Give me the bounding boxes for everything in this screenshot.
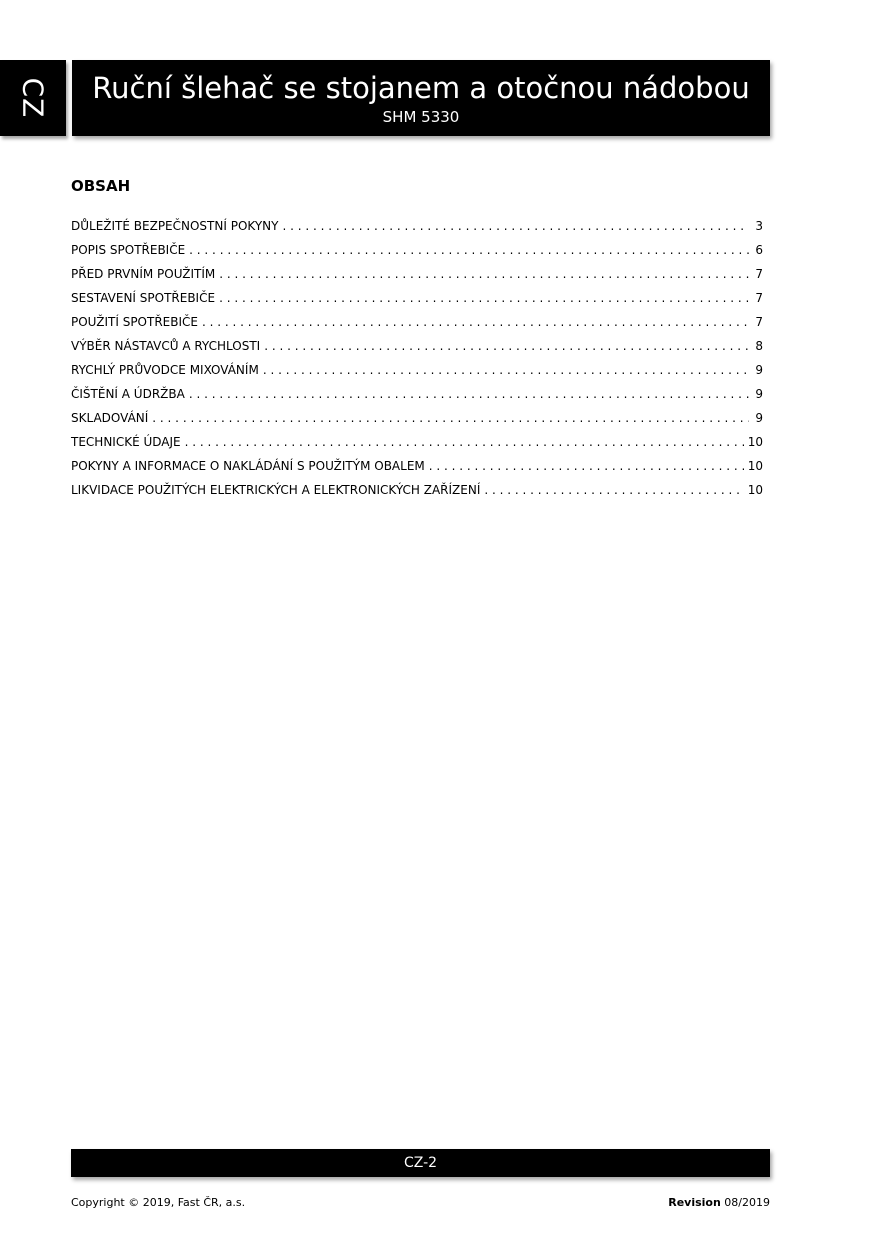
language-code: CZ <box>16 77 50 119</box>
table-of-contents <box>71 217 763 505</box>
page-title: Ruční šlehač se stojanem a otočnou nádobou <box>92 71 750 105</box>
revision-info <box>668 1196 770 1210</box>
toc-entry-page: 9 <box>755 363 763 377</box>
toc-leader-dots <box>264 337 749 355</box>
toc-leader-dots <box>152 409 749 427</box>
toc-entry-page: 3 <box>755 219 763 233</box>
toc-entry[interactable] <box>71 385 763 409</box>
toc-leader-dots <box>219 265 749 283</box>
toc-leader-dots <box>202 313 749 331</box>
toc-entry-page: 10 <box>747 459 763 473</box>
toc-entry-page: 7 <box>755 267 763 281</box>
toc-leader-dots <box>219 289 749 307</box>
toc-entry[interactable] <box>71 241 763 265</box>
toc-entry-page: 10 <box>747 435 763 449</box>
toc-entry[interactable] <box>71 265 763 289</box>
toc-entry-label: SKLADOVÁNÍ <box>71 411 149 425</box>
toc-entry-page: 7 <box>755 315 763 329</box>
model-number: SHM 5330 <box>382 108 460 126</box>
toc-entry[interactable] <box>71 481 763 505</box>
toc-leader-dots <box>189 385 749 403</box>
toc-entry-label: DŮLEŽITÉ BEZPEČNOSTNÍ POKYNY <box>71 219 279 233</box>
toc-entry[interactable] <box>71 361 763 385</box>
toc-entry-label: POKYNY A INFORMACE O NAKLÁDÁNÍ S POUŽITÝM OBALEM <box>71 459 425 473</box>
toc-heading: OBSAH <box>71 177 131 195</box>
toc-leader-dots <box>189 241 749 259</box>
toc-entry-label: RYCHLÝ PRŮVODCE MIXOVÁNÍM <box>71 363 259 377</box>
toc-leader-dots <box>282 217 749 235</box>
toc-entry-label: LIKVIDACE POUŽITÝCH ELEKTRICKÝCH A ELEKTRONICKÝCH ZAŘÍZENÍ <box>71 483 481 497</box>
toc-leader-dots <box>429 457 744 475</box>
toc-entry-page: 9 <box>755 411 763 425</box>
toc-entry-page: 8 <box>755 339 763 353</box>
toc-entry[interactable] <box>71 433 763 457</box>
toc-entry[interactable] <box>71 217 763 241</box>
revision-label: Revision <box>668 1196 721 1209</box>
toc-entry[interactable] <box>71 409 763 433</box>
toc-leader-dots <box>484 481 743 499</box>
toc-entry-label: PŘED PRVNÍM POUŽITÍM <box>71 267 216 281</box>
footer-page-number: CZ-2 <box>71 1149 770 1177</box>
toc-entry[interactable] <box>71 337 763 361</box>
copyright-notice: Copyright © 2019, Fast ČR, a.s. <box>71 1196 246 1209</box>
toc-entry-label: SESTAVENÍ SPOTŘEBIČE <box>71 291 216 305</box>
toc-entry-label: ČIŠTĚNÍ A ÚDRŽBA <box>71 387 185 401</box>
toc-entry-label: VÝBĚR NÁSTAVCŮ A RYCHLOSTI <box>71 339 261 353</box>
toc-leader-dots <box>263 361 749 379</box>
toc-entry-page: 9 <box>755 387 763 401</box>
toc-entry-label: POUŽITÍ SPOTŘEBIČE <box>71 315 198 329</box>
toc-entry-page: 6 <box>755 243 763 257</box>
toc-entry-label: TECHNICKÉ ÚDAJE <box>71 435 181 449</box>
toc-entry-page: 10 <box>747 483 763 497</box>
toc-entry-label: POPIS SPOTŘEBIČE <box>71 243 186 257</box>
toc-entry-page: 7 <box>755 291 763 305</box>
header-bar <box>72 60 770 136</box>
toc-leader-dots <box>185 433 744 451</box>
toc-entry[interactable] <box>71 313 763 337</box>
toc-entry[interactable] <box>71 457 763 481</box>
toc-entry[interactable] <box>71 289 763 313</box>
language-tab <box>0 60 66 136</box>
revision-date: 08/2019 <box>724 1196 770 1209</box>
